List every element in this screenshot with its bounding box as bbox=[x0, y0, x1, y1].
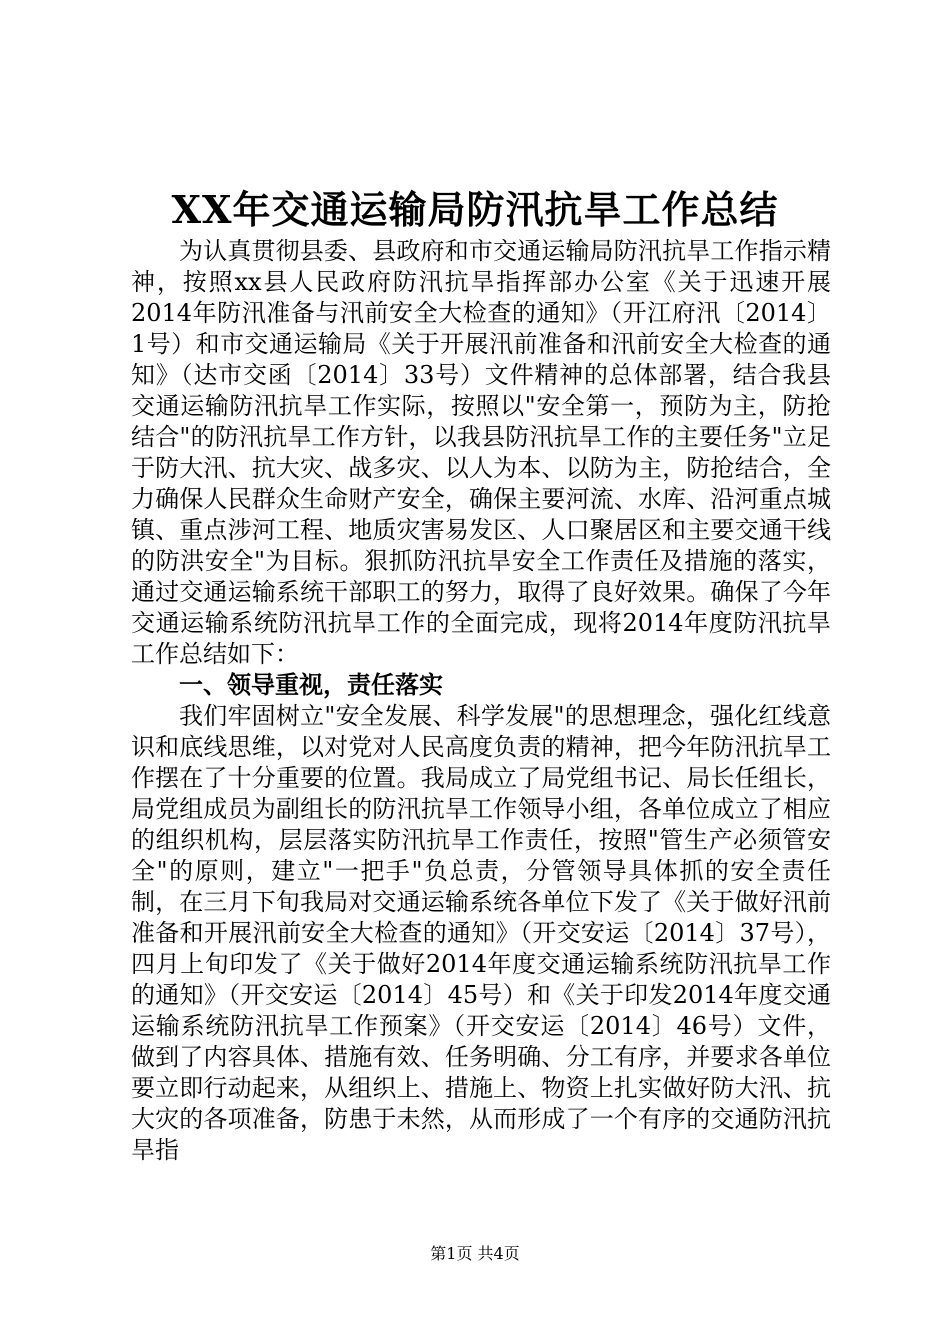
section-heading: 一、领导重视，责任落实 bbox=[179, 671, 443, 699]
page-footer: 第1页 共4页 bbox=[430, 1244, 520, 1263]
document-body bbox=[131, 236, 831, 1166]
section-paragraph: 我们牢固树立"安全发展、科学发展"的思想理念，强化红线意识和底线思维，以对党对人民高度负责的精神，把今年防汛抗旱工作摆在了十分重要的位置。我局成立了局党组书记、局长任组长，局党组成员为副组长的防汛抗旱工作领导小组，各单位成立了相应的组织机构，层层落实防汛抗旱工作责任，按照"管生产必须管安全"的原则，建立"一把手"负总责，分管领导具体抓的安全责任制，在三月下旬我局对交通运输系统各单位下发了《关于做好汛前准备和开展汛前安全大检查的通知》（开交安运〔2014〕37号），四月上旬印发了《关于做好2014年度交通运输系统防汛抗旱工作的通知》（开交安运〔2014〕45号）和《关于印发2014年度交通运输系统防汛抗旱工作预案》（开交安运〔2014〕46号）文件，做到了内容具体、措施有效、任务明确、分工有序，并要求各单位要立即行动起来，从组织上、措施上、物资上扎实做好防大汛、抗大灾的各项准备，防患于未然，从而形成了一个有序的交通防汛抗旱指 bbox=[131, 702, 831, 1164]
document-title: XX年交通运输局防汛抗旱工作总结 bbox=[171, 187, 779, 232]
intro-paragraph: 为认真贯彻县委、县政府和市交通运输局防汛抗旱工作指示精神，按照xx县人民政府防汛抗旱指挥部办公室《关于迅速开展2014年防汛准备与汛前安全大检查的通知》（开江府汛〔2014〕1号）和市交通运输局《关于开展汛前准备和汛前安全大检查的通知》（达市交函〔2014〕33号）文件精神的总体部署，结合我县交通运输防汛抗旱工作实际，按照以"安全第一，预防为主，防抢结合"的防汛抗旱工作方针，以我县防汛抗旱工作的主要任务"立足于防大汛、抗大灾、战多灾、以人为本、以防为主，防抢结合，全力确保人民群众生命财产安全，确保主要河流、水库、沿河重点城镇、重点涉河工程、地质灾害易发区、人口聚居区和主要交通干线的防洪安全"为目标。狠抓防汛抗旱安全工作责任及措施的落实，通过交通运输系统干部职工的努力，取得了良好效果。确保了今年交通运输系统防汛抗旱工作的全面完成，现将2014年度防汛抗旱工作总结如下： bbox=[131, 237, 831, 668]
